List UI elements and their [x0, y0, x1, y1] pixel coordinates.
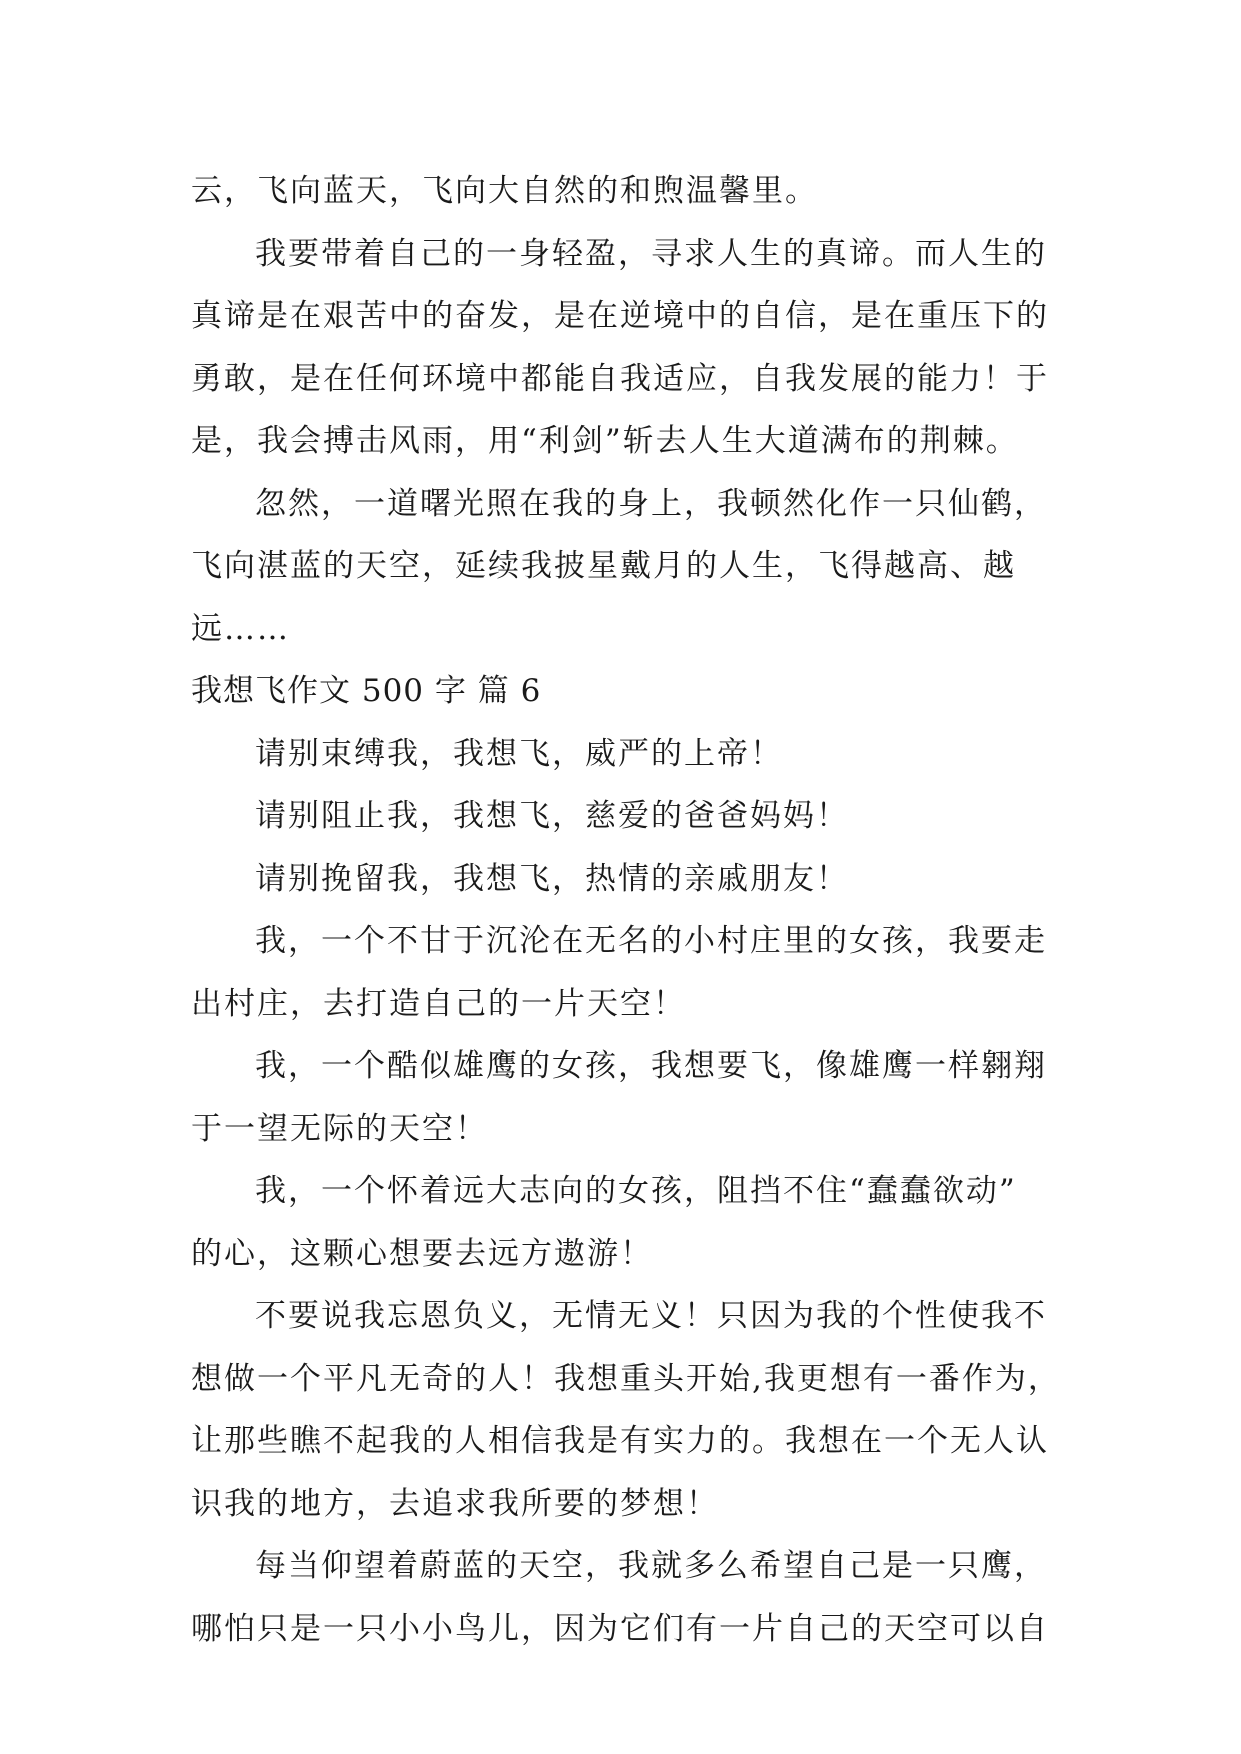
text-line: 我要带着自己的一身轻盈，寻求人生的真谛。而人生的	[255, 235, 1047, 272]
text-line: 于一望无际的天空！	[191, 1110, 488, 1147]
text-line: 忽然，一道曙光照在我的身上，我顿然化作一只仙鹤，	[255, 485, 1047, 522]
text-line: 每当仰望着蔚蓝的天空，我就多么希望自己是一只鹰，	[255, 1548, 1047, 1584]
text-line: 请别束缚我，我想飞，威严的上帝！	[255, 735, 783, 772]
text-line: 让那些瞧不起我的人相信我是有实力的。我想在一个无人认	[191, 1423, 1049, 1459]
text-line: 远……	[191, 610, 290, 647]
text-line: 不要说我忘恩负义，无情无义！只因为我的个性使我不	[255, 1298, 1047, 1334]
text-line: 识我的地方，去追求我所要的梦想！	[191, 1485, 719, 1522]
document-body	[191, 160, 1061, 1660]
text-line: 勇敢，是在任何环境中都能自我适应，自我发展的能力！于	[191, 360, 1049, 397]
text-line: 飞向湛蓝的天空，延续我披星戴月的人生，飞得越高、越	[191, 548, 1016, 584]
text-line: 请别挽留我，我想飞，热情的亲戚朋友！	[255, 860, 849, 897]
text-line: 请别阻止我，我想飞，慈爱的爸爸妈妈！	[255, 798, 849, 834]
section-heading: 我想飞作文 500 字 篇 6	[191, 673, 542, 709]
text-line: 是，我会搏击风雨，用“利剑”斩去人生大道满布的荆棘。	[191, 423, 1019, 459]
text-line: 云，飞向蓝天，飞向大自然的和煦温馨里。	[191, 173, 818, 209]
text-line: 哪怕只是一只小小鸟儿，因为它们有一片自己的天空可以自	[191, 1610, 1049, 1647]
text-line: 我，一个酷似雄鹰的女孩，我想要飞，像雄鹰一样翱翔	[255, 1048, 1047, 1084]
text-line: 我，一个不甘于沉沦在无名的小村庄里的女孩，我要走	[255, 923, 1047, 959]
text-line: 真谛是在艰苦中的奋发，是在逆境中的自信，是在重压下的	[191, 298, 1049, 334]
text-line: 想做一个平凡无奇的人！我想重头开始,我更想有一番作为，	[191, 1360, 1061, 1397]
text-line: 出村庄，去打造自己的一片天空！	[191, 985, 686, 1022]
text-line: 的心，这颗心想要去远方遨游！	[191, 1235, 653, 1272]
text-line: 我，一个怀着远大志向的女孩，阻挡不住“蠢蠢欲动”	[255, 1173, 1017, 1209]
